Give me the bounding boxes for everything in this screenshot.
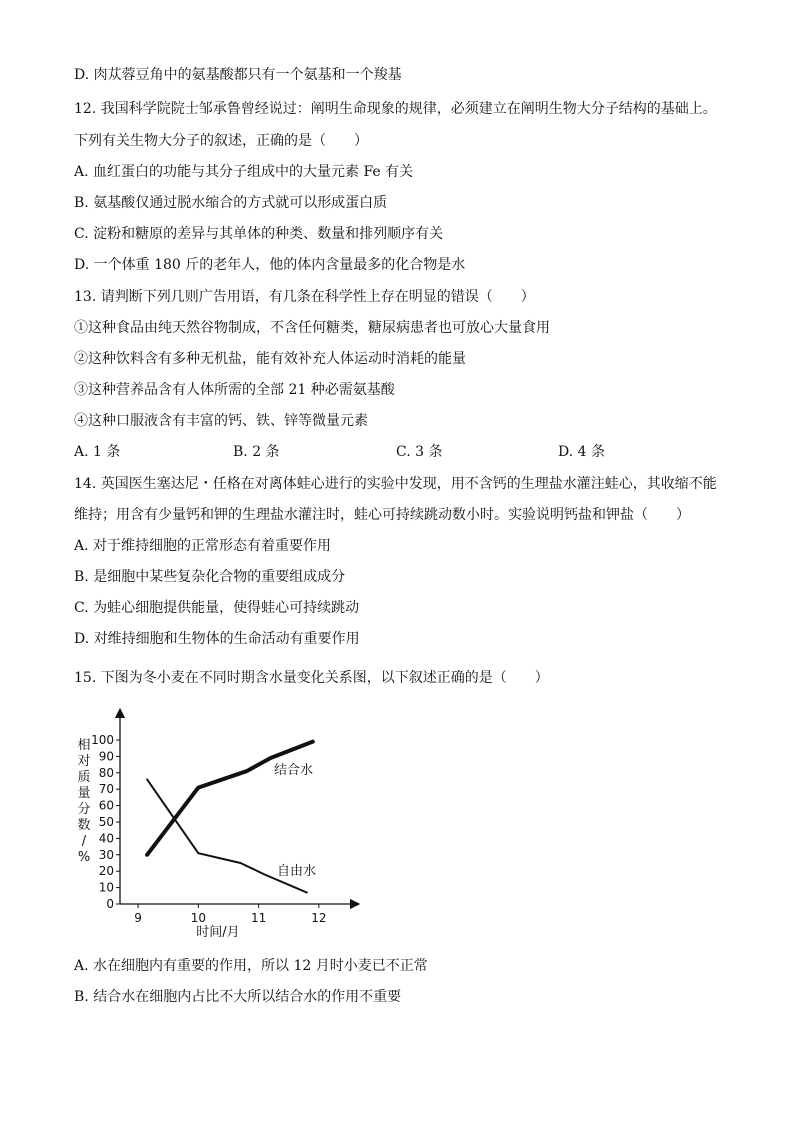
series-label-bound-water: 结合水 — [274, 763, 314, 778]
water-content-chart — [70, 705, 370, 945]
q14-option-a: A. 对于维持细胞的正常形态有着重要作用 — [74, 538, 332, 554]
q15-option-b: B. 结合水在细胞内占比不大所以结合水的作用不重要 — [74, 989, 402, 1005]
q12-stem-line1: 12. 我国科学院院士邹承鲁曾经说过：阐明生命现象的规律，必须建立在阐明生物大分子结构的基础上。 — [74, 101, 717, 117]
q12-option-c: C. 淀粉和糖原的差异与其单体的种类、数量和排列顺序有关 — [74, 226, 444, 242]
y-tick-label: 50 — [98, 815, 114, 829]
x-tick-label: 11 — [250, 911, 267, 925]
y-tick-label: 0 — [106, 897, 114, 911]
y-tick-label: 30 — [98, 847, 114, 862]
y-axis-ticks — [91, 733, 120, 911]
q13-stem: 13. 请判断下列几则广告用语，有几条在科学性上存在明显的错误（ ） — [74, 289, 535, 305]
x-tick-label: 10 — [190, 911, 206, 925]
q13-option-b: B. 2 条 — [233, 444, 280, 460]
chart-xlabel: 时间/月 — [196, 925, 240, 940]
y-tick-label: 10 — [98, 880, 114, 895]
q13-item-3: ③这种营养品含有人体所需的全部 21 种必需氨基酸 — [74, 382, 395, 398]
q12-option-a: A. 血红蛋白的功能与其分子组成中的大量元素 Fe 有关 — [74, 164, 414, 180]
q11-option-d: D. 肉苁蓉豆角中的氨基酸都只有一个氨基和一个羧基 — [74, 67, 402, 83]
q14-option-b: B. 是细胞中某些复杂化合物的重要组成成分 — [74, 569, 346, 585]
q15-stem: 15. 下图为冬小麦在不同时期含水量变化关系图，以下叙述正确的是（ ） — [74, 670, 549, 686]
y-tick-label: 100 — [91, 733, 114, 747]
series-line-bound-water — [147, 742, 313, 855]
y-tick-label: 70 — [98, 782, 114, 797]
q13-item-2: ②这种饮料含有多种无机盐，能有效补充人体运动时消耗的能量 — [74, 351, 466, 367]
y-tick-label: 20 — [98, 864, 114, 879]
series-label-free-water: 自由水 — [277, 864, 317, 879]
q14-option-c: C. 为蛙心细胞提供能量，使得蛙心可持续跳动 — [74, 600, 360, 616]
q13-option-d: D. 4 条 — [558, 444, 605, 460]
q12-stem-line2: 下列有关生物大分子的叙述，正确的是（ ） — [74, 133, 368, 149]
y-tick-label: 80 — [98, 765, 114, 780]
y-tick-label: 60 — [98, 798, 114, 813]
q13-item-4: ④这种口服液含有丰富的钙、铁、锌等微量元素 — [74, 413, 368, 429]
x-tick-label: 9 — [134, 911, 142, 925]
q13-option-c: C. 3 条 — [396, 444, 443, 460]
q15-option-a: A. 水在细胞内有重要的作用，所以 12 月时小麦已不正常 — [74, 958, 428, 974]
y-tick-label: 90 — [98, 749, 114, 764]
chart-ylabel: 相对质量分数/ % — [77, 738, 91, 865]
q14-stem-line1: 14. 英国医生塞达尼・任格在对离体蛙心进行的实验中发现，用不含钙的生理盐水灌注蛙心，其收缩不能 — [74, 476, 717, 492]
q14-stem-line2: 维持；用含有少量钙和钾的生理盐水灌注时，蛙心可持续跳动数小时。实验说明钙盐和钾盐（ ） — [74, 507, 690, 523]
q12-option-b: B. 氨基酸仅通过脱水缩合的方式就可以形成蛋白质 — [74, 195, 388, 211]
q12-option-d: D. 一个体重 180 斤的老年人，他的体内含量最多的化合物是水 — [74, 257, 466, 273]
x-tick-label: 12 — [311, 911, 327, 925]
q14-option-d: D. 对维持细胞和生物体的生命活动有重要作用 — [74, 631, 360, 647]
q13-option-a: A. 1 条 — [74, 444, 121, 460]
x-axis-ticks — [134, 904, 326, 925]
y-tick-label: 40 — [98, 831, 114, 846]
q13-item-1: ①这种食品由纯天然谷物制成，不含任何糖类，糖尿病患者也可放心大量食用 — [74, 320, 550, 336]
